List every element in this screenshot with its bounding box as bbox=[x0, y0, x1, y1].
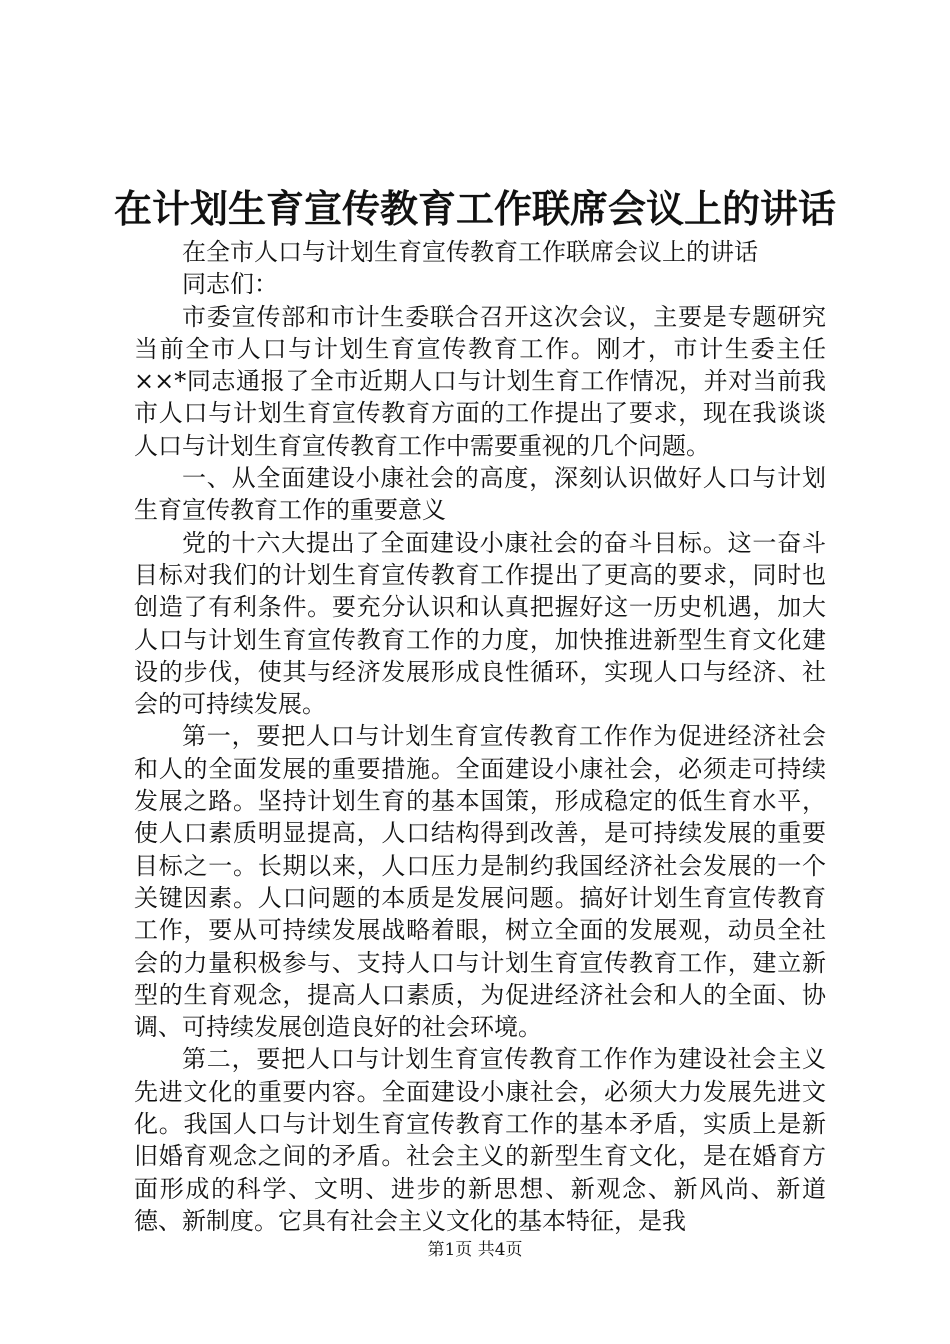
section-heading-paragraph: 一、从全面建设小康社会的高度，深刻认识做好人口与计划生育宣传教育工作的重要意义 bbox=[134, 464, 826, 525]
body-paragraph: 第二，要把人口与计划生育宣传教育工作作为建设社会主义先进文化的重要内容。全面建设小康社会，必须大力发展先进文化。我国人口与计划生育宣传教育工作的基本矛盾，实质上是新旧婚育观念之间的矛盾。社会主义的新型生育文化，是在婚育方面形成的科学、文明、进步的新思想、新观念、新风尚、新道德、新制度。它具有社会主义文化的基本特征，是我 bbox=[134, 1045, 826, 1235]
document-body bbox=[134, 236, 826, 1237]
salutation-paragraph: 同志们： bbox=[182, 270, 278, 299]
body-paragraph: 市委宣传部和市计生委联合召开这次会议，主要是专题研究当前全市人口与计划生育宣传教育工作。刚才，市计生委主任××*同志通报了全市近期人口与计划生育工作情况，并对当前我市人口与计划生育宣传教育方面的工作提出了要求，现在我谈谈人口与计划生育宣传教育工作中需要重视的几个问题。 bbox=[134, 302, 826, 460]
body-paragraph: 党的十六大提出了全面建设小康社会的奋斗目标。这一奋斗目标对我们的计划生育宣传教育工作提出了更高的要求，同时也创造了有利条件。要充分认识和认真把握好这一历史机遇，加大人口与计划生育宣传教育工作的力度，加快推进新型生育文化建设的步伐，使其与经济发展形成良性循环，实现人口与经济、社会的可持续发展。 bbox=[134, 528, 826, 719]
page-footer: 第1页 共4页 bbox=[427, 1240, 523, 1260]
document-title: 在计划生育宣传教育工作联席会议上的讲话 bbox=[113, 186, 836, 231]
subtitle-paragraph: 在全市人口与计划生育宣传教育工作联席会议上的讲话 bbox=[182, 238, 758, 266]
body-paragraph: 第一，要把人口与计划生育宣传教育工作作为促进经济社会和人的全面发展的重要措施。全面建设小康社会，必须走可持续发展之路。坚持计划生育的基本国策，形成稳定的低生育水平，使人口素质明显提高，人口结构得到改善，是可持续发展的重要目标之一。长期以来，人口压力是制约我国经济社会发展的一个关键因素。人口问题的本质是发展问题。搞好计划生育宣传教育工作，要从可持续发展战略着眼，树立全面的发展观，动员全社会的力量积极参与、支持人口与计划生育宣传教育工作，建立新型的生育观念，提高人口素质，为促进经济社会和人的全面、协调、可持续发展创造良好的社会环境。 bbox=[134, 722, 826, 1042]
